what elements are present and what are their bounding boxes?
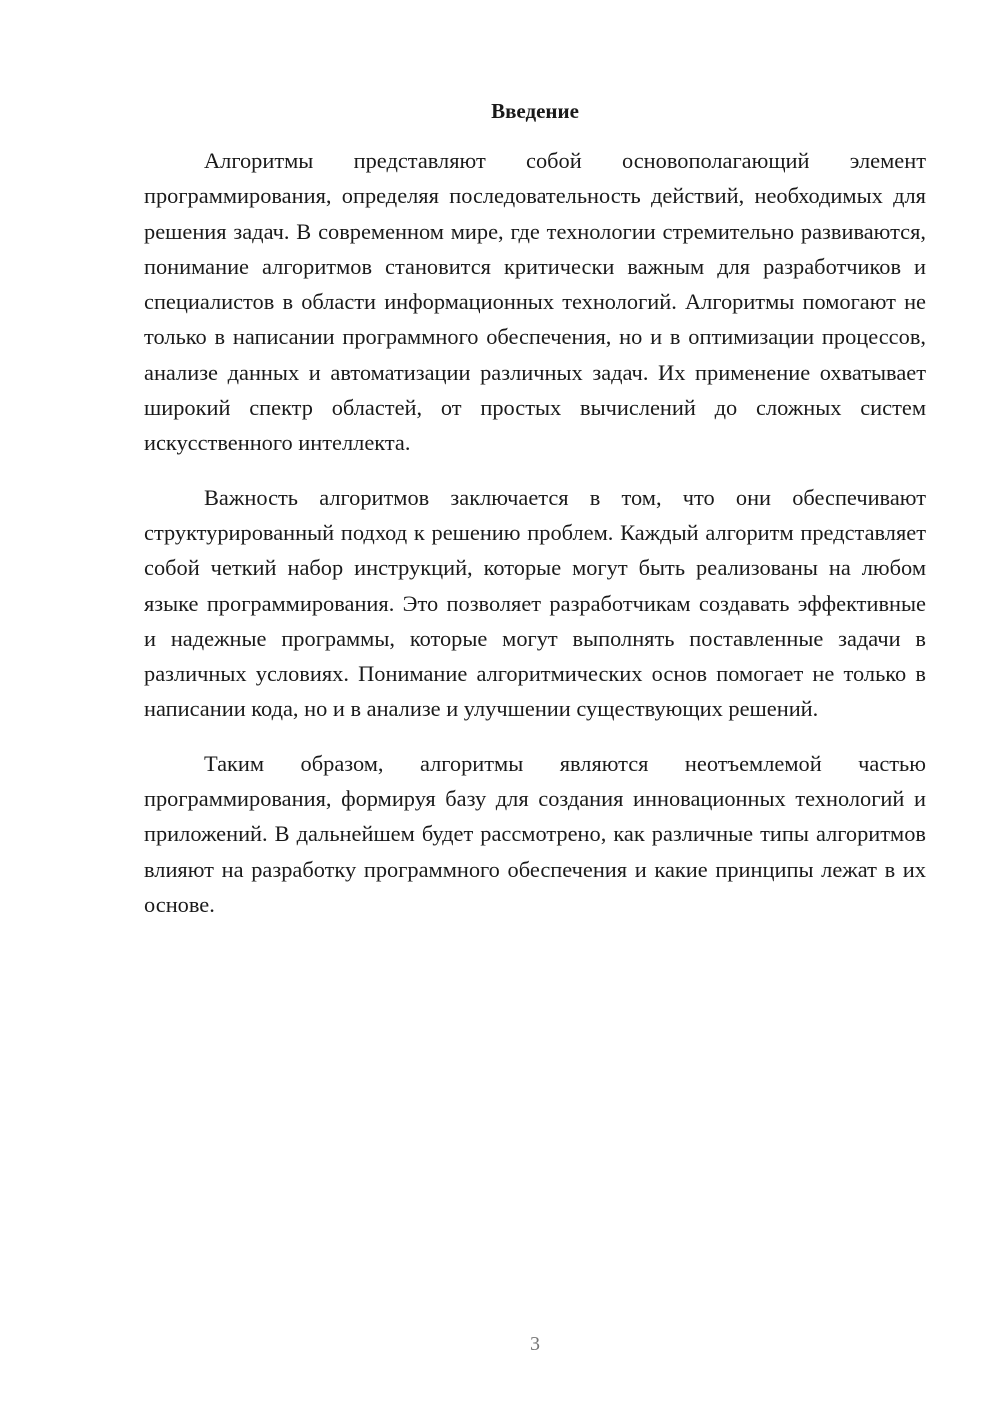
paragraph-3: Таким образом, алгоритмы являются неотъемлемой частью программирования, формируя базу для создания инновационных технологий и приложений. В дальнейшем будет рассмотрено, как различные типы алгоритмов влияют на разработку программного обеспечения и какие принципы лежат в их основе. [144,750,926,917]
page-number: 3 [530,1333,540,1355]
section-title: Введение [491,99,579,123]
document-body [144,143,926,941]
paragraph-2: Важность алгоритмов заключается в том, что они обеспечивают структурированный подход к решению проблем. Каждый алгоритм представляет собой четкий набор инструкций, которые могут быть реализованы на любом языке программирования. Это позволяет разработчикам создавать эффективные и надежные программы, которые могут выполнять поставленные задачи в различных условиях. Понимание алгоритмических основ помогает не только в написании кода, но и в анализе и улучшении существующих решений. [144,484,926,722]
paragraph-1: Алгоритмы представляют собой основополагающий элемент программирования, определяя последовательность действий, необходимых для решения задач. В современном мире, где технологии стремительно развиваются, понимание алгоритмов становится критически важным для разработчиков и специалистов в области информационных технологий. Алгоритмы помогают не только в написании программного обеспечения, но и в оптимизации процессов, анализе данных и автоматизации различных задач. Их применение охватывает широкий спектр областей, от простых вычислений до сложных систем искусственного интеллекта. [144,148,926,456]
